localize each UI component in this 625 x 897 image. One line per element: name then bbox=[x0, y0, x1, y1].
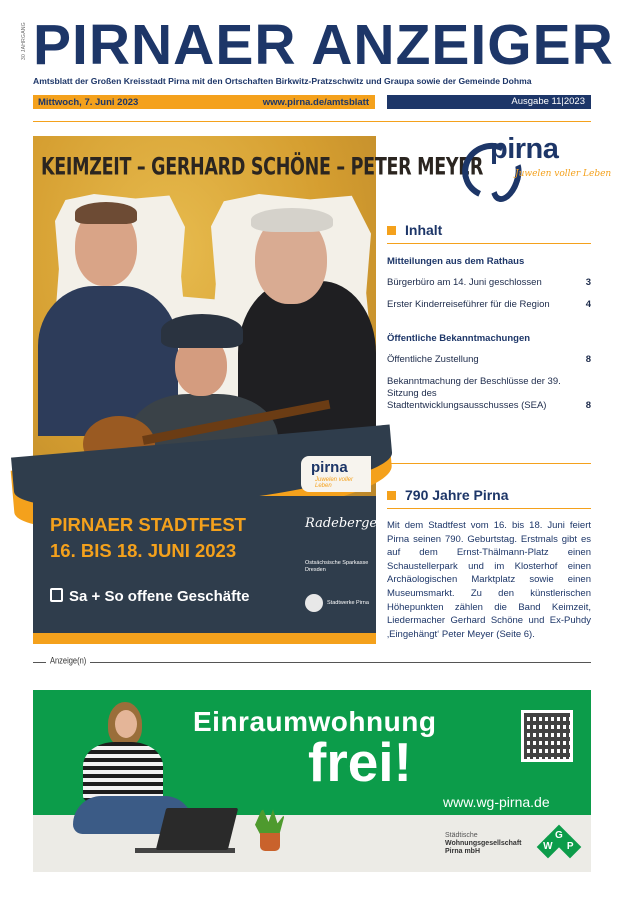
poster-pirna-logo bbox=[301, 456, 371, 492]
amtsblatt-url[interactable]: www.pirna.de/amtsblatt bbox=[262, 96, 369, 108]
issue-date: Mittwoch, 7. Juni 2023 bbox=[38, 96, 139, 108]
poster-event-name: PIRNAER STADTFEST bbox=[50, 514, 246, 535]
housing-advertisement[interactable] bbox=[33, 690, 591, 872]
article-heading bbox=[387, 487, 591, 509]
toc-entry[interactable]: Bürgerbüro am 14. Juni geschlossen 3 bbox=[387, 277, 591, 288]
table-of-contents bbox=[387, 256, 591, 422]
ad-divider-line bbox=[33, 662, 591, 663]
logo-wordmark: pirna bbox=[490, 133, 559, 165]
poster-bottom-strip bbox=[33, 633, 376, 644]
header-rule bbox=[33, 121, 591, 122]
masthead-subtitle: Amtsblatt der Großen Kreisstadt Pirna mit den Ortschaften Birkwitz-Pratzschwitz und Graupa sowie der Gemeinde Dohma bbox=[33, 76, 532, 86]
orange-square-icon bbox=[387, 491, 396, 500]
pirna-brand-logo bbox=[462, 133, 612, 213]
toc-heading-text: Inhalt bbox=[405, 222, 443, 238]
wgp-logo-icon: W G P bbox=[540, 828, 578, 866]
date-bar bbox=[33, 95, 375, 109]
toc-entry[interactable]: Öffentliche Zustellung 8 bbox=[387, 354, 591, 365]
poster-logo-word: pirna bbox=[311, 459, 348, 476]
ad-company-name: Städtische Wohnungsgesellschaft Pirna mbH bbox=[445, 832, 522, 855]
ad-url-link[interactable]: www.wg-pirna.de bbox=[443, 794, 550, 810]
qr-code-icon[interactable] bbox=[521, 710, 573, 762]
article-body: Mit dem Stadtfest vom 16. bis 18. Juni feiert Pirna seinen 790. Geburtstag. Erstmals gibt es auf dem Ernst-Thälmann-Platz einen Schaustellerpark und im Klosterhof einen Archäologischen Marktplatz sowie einen Museumsmarkt. Zu den künstlerischen Höhepunkten zählen die Band Keimzeit, Liedermacher Gerhard Schöne und Ex-Puhdy ‚Eingehängt‘ Peter Meyer (Seite 6). bbox=[387, 520, 591, 640]
ad-label: Anzeige(n) bbox=[46, 655, 90, 666]
shopping-bag-icon bbox=[50, 588, 63, 602]
toc-entry[interactable]: Erster Kinderreiseführer für die Region 4 bbox=[387, 299, 591, 310]
issue-number: Ausgabe 11|2023 bbox=[387, 95, 591, 109]
toc-group-title: Mitteilungen aus dem Rathaus bbox=[387, 256, 525, 267]
stadtwerke-badge-icon bbox=[305, 594, 323, 612]
toc-bottom-rule bbox=[387, 463, 591, 464]
toc-entry[interactable]: Bekanntmachung der Beschlüsse der 39. Sitzung des Stadtentwicklungsausschusses (SEA) 8 bbox=[387, 376, 591, 411]
logo-tagline: Juwelen voller Leben bbox=[515, 169, 612, 179]
article-heading-text: 790 Jahre Pirna bbox=[405, 487, 509, 503]
poster-shopping-line: Sa + So offene Geschäfte bbox=[50, 588, 249, 605]
poster-logo-tagline: Juwelen voller Leben bbox=[315, 477, 354, 489]
poster-event-dates: 16. BIS 18. JUNI 2023 bbox=[50, 540, 237, 561]
ad-headline-2: frei! bbox=[308, 731, 412, 793]
orange-square-icon bbox=[387, 226, 396, 235]
toc-heading bbox=[387, 222, 591, 244]
sponsor-radeberger-logo: Radeberger bbox=[305, 516, 384, 531]
ad-headline: Einraumwohnung bbox=[193, 706, 437, 737]
poster-artists-title: KEIMZEIT – GERHARD SCHÖNE – PETER MEYER bbox=[41, 154, 484, 181]
sponsor-stadtwerke-logo: Stadtwerke Pirna bbox=[327, 600, 369, 606]
sponsor-sparkasse-logo: Ostsächsische Sparkasse Dresden bbox=[305, 560, 369, 573]
volume-side-label: 30 JAHRGANG bbox=[21, 22, 27, 61]
toc-group-title: Öffentliche Bekanntmachungen bbox=[387, 333, 531, 344]
masthead-title: PIRNAER ANZEIGER bbox=[33, 13, 614, 77]
